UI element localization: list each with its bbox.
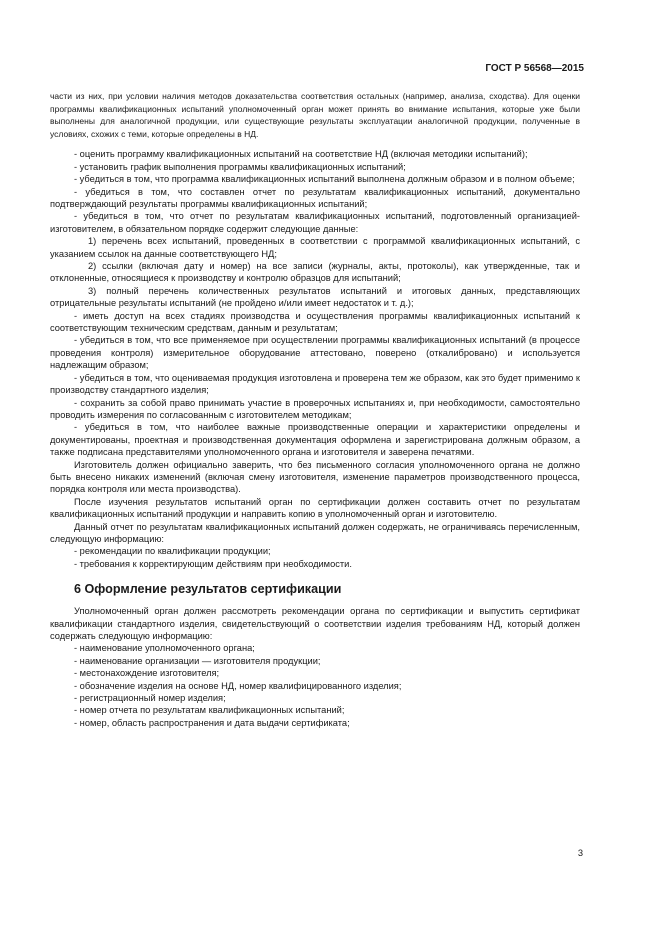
page-number: 3 (577, 848, 583, 858)
sub-list-item: 3) полный перечень количественных результатов испытаний и итоговых данных, представляющих отрицательные результаты испытаний (не пройдено и/или имеет недостаток и т. д.); (50, 285, 580, 309)
list-item: - номер отчета по результатам квалификационных испытаний; (74, 705, 345, 716)
list-item: - обозначение изделия на основе НД, номер квалифицированного изделия; (74, 680, 402, 691)
list-item: - убедиться в том, что все применяемое при осуществлении программы квалификационных испытаний (в процессе проведения контроля) измерительное оборудование аттестовано, поверено (откалибровано) и используется надлежащим образом; (50, 335, 580, 371)
section-heading: 6 Оформление результатов сертификации (74, 582, 342, 597)
standard-title: ГОСТ Р 56568—2015 (485, 63, 584, 74)
list-item: - местонахождение изготовителя; (74, 668, 220, 679)
body-paragraph: После изучения результатов испытаний орган по сертификации должен составить отчет по результатам квалификационных испытаний продукции и направить копию в уполномоченный орган и изготовителю. (50, 496, 580, 520)
list-item: - наименование уполномоченного органа; (74, 643, 255, 654)
list-item: - убедиться в том, что программа квалификационных испытаний выполнена должным образом и в полном объеме; (74, 174, 575, 185)
list-item: - номер, область распространения и дата выдачи сертификата; (74, 717, 350, 728)
list-item: - рекомендации по квалификации продукции; (74, 546, 271, 557)
list-item: - установить график выполнения программы квалификационных испытаний; (74, 161, 406, 172)
list-item: - оценить программу квалификационных испытаний на соответствие НД (включая методики испытаний); (74, 149, 528, 160)
body-paragraph: Данный отчет по результатам квалификационных испытаний должен содержать, не ограничиваясь перечисленным, следующую информацию: (50, 521, 580, 544)
body-paragraph: Изготовитель должен официально заверить, что без письменного согласия уполномоченного органа не должно быть внесено никаких изменений (включая смену изготовителя, изменение параметров производственного процесса, порядка контроля или места производства). (50, 459, 580, 495)
report-contents-list (50, 545, 580, 570)
list-item: - требования к корректирующим действиям при необходимости. (74, 558, 352, 569)
sub-list-item: 1) перечень всех испытаний, проведенных в соответствии с программой квалификационных испытаний, с указанием ссылок на данные соответствующего НД; (50, 236, 580, 259)
list-item: - убедиться в том, что составлен отчет по результатам квалификационных испытаний, документально подтверждающий результаты программы квалификационных испытаний; (50, 186, 580, 209)
list-item: - убедиться в том, что отчет по результатам квалификационных испытаний, подготовленный организацией-изготовителем, в обязательном порядке содержит следующие данные: (50, 211, 580, 234)
list-item: - убедиться в том, что оцениваемая продукция изготовлена и проверена тем же образом, как это будет применимо к производству стандартного изделия; (50, 372, 580, 396)
list-item: - иметь доступ на всех стадиях производства и осуществления программы квалификационных испытаний к соответствующим техническим средствам, данным и результатам; (50, 310, 580, 334)
list-item: - убедиться в том, что наиболее важные производственные операции и характеристики определены и документированы, проектная и производственная документация оформлена и зарегистрирована должным образом, а также подписана представителями уполномоченного органа и изготовителя и заверена печатями. (50, 422, 580, 458)
list-item: - сохранить за собой право принимать участие в проверочных испытаниях и, при необходимости, самостоятельно проводить измерения по согласованным с изготовителем методикам; (50, 397, 580, 420)
list-item: - наименование организации — изготовителя продукции; (74, 655, 321, 666)
intro-paragraph: части из них, при условии наличия методов доказательства соответствия остальных (например, анализа, сходства). Для оценки программы квалификационных испытаний уполномоченный орган может принять во внимание испытания, которые уже были выполнены для аналогичной продукции, или существующие результаты эксплуатации аналогичной продукции, полученные в условиях, схожих с теми, которые определены в НД. (50, 91, 580, 139)
sub-list-item: 2) ссылки (включая дату и номер) на все записи (журналы, акты, протоколы), как утвержденные, так и отклоненные, относящиеся к производству и контролю образцов для испытаний; (50, 261, 580, 284)
list-item: - регистрационный номер изделия; (74, 693, 226, 704)
page-content (50, 90, 580, 729)
body-paragraph: Уполномоченный орган должен рассмотреть рекомендации органа по сертификации и выпустить сертификат квалификации стандартного изделия, свидетельствующий о соответствии изделия требованиям НД, который должен содержать следующую информацию: (50, 606, 580, 641)
certificate-contents-list (50, 642, 580, 729)
